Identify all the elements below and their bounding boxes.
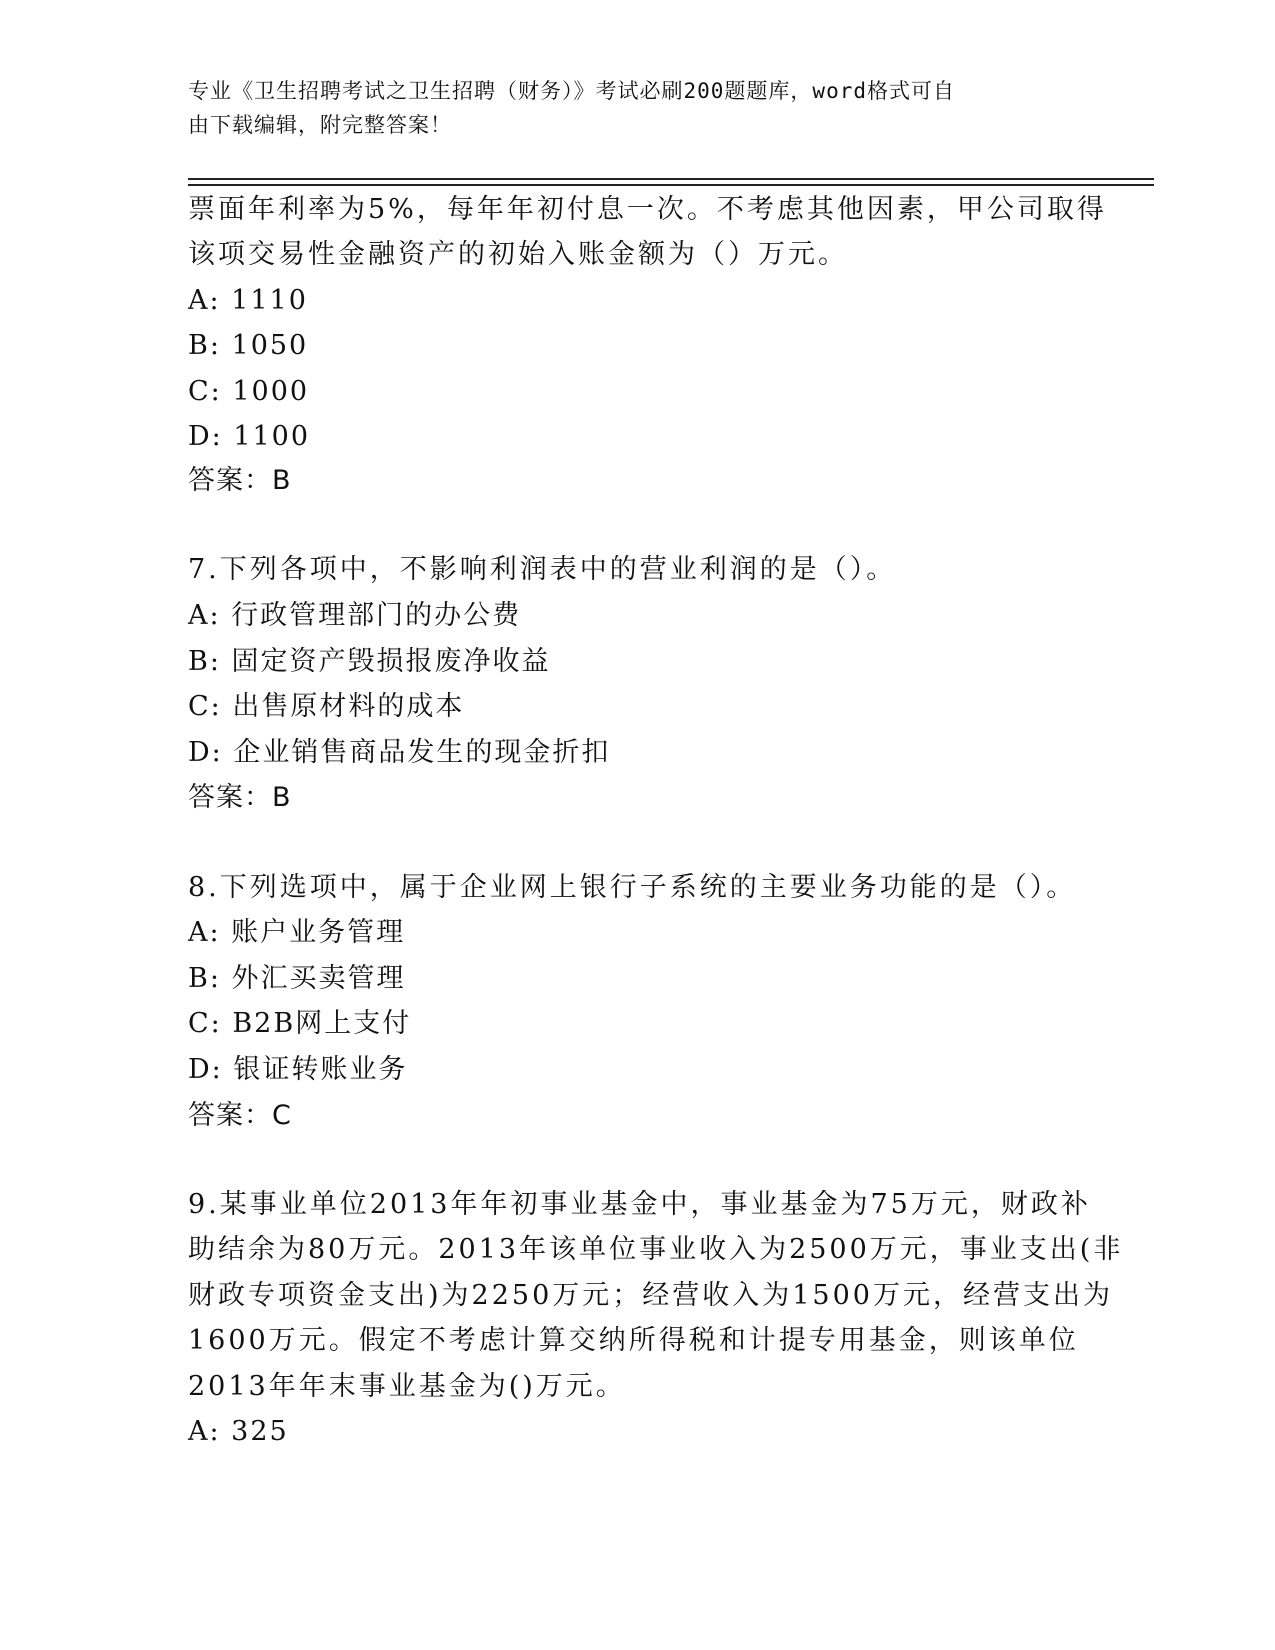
question-8-option-d: D: 银证转账业务 [188, 1054, 408, 1085]
question-7-stem: 7.下列各项中，不影响利润表中的营业利润的是（）。 [188, 554, 897, 585]
header-divider-top [188, 178, 1154, 180]
question-9-stem-line-3: 财政专项资金支出)为2250万元；经营收入为1500万元，经营支出为 [188, 1280, 1113, 1311]
question-8-option-a: A: 账户业务管理 [188, 917, 406, 948]
question-6-option-d: D: 1100 [188, 421, 311, 452]
question-9-stem-line-4: 1600万元。假定不考虑计算交纳所得税和计提专用基金，则该单位 [188, 1325, 1079, 1356]
header-line-1: 专业《卫生招聘考试之卫生招聘（财务）》考试必刷200题题库，word格式可自 [188, 79, 955, 103]
question-8-option-b: B: 外汇买卖管理 [188, 963, 406, 994]
question-9-option-a: A: 325 [188, 1416, 289, 1447]
question-8-answer: 答案：C [188, 1100, 292, 1131]
question-9-stem-line-5: 2013年年末事业基金为()万元。 [188, 1371, 626, 1402]
question-8-option-c: C: B2B网上支付 [188, 1008, 412, 1039]
question-9-stem-line-1: 9.某事业单位2013年年初事业基金中，事业基金为75万元，财政补 [188, 1189, 1091, 1220]
question-6-answer: 答案：B [188, 465, 292, 496]
question-6-stem-line-2: 该项交易性金融资产的初始入账金额为（）万元。 [188, 239, 848, 270]
question-6-option-a: A: 1110 [188, 285, 308, 316]
question-7-option-c: C: 出售原材料的成本 [188, 691, 465, 722]
question-7-answer: 答案：B [188, 782, 292, 813]
header-line-2: 由下载编辑，附完整答案！ [188, 113, 452, 137]
question-6-option-b: B: 1050 [188, 330, 309, 361]
question-7-option-a: A: 行政管理部门的办公费 [188, 600, 522, 631]
question-9-stem-line-2: 助结余为80万元。2013年该单位事业收入为2500万元，事业支出(非 [188, 1234, 1124, 1265]
header-divider-bottom [188, 184, 1154, 186]
question-7-option-b: B: 固定资产毁损报废净收益 [188, 646, 551, 677]
question-6-stem-line-1: 票面年利率为5%，每年年初付息一次。不考虑其他因素，甲公司取得 [188, 194, 1107, 225]
question-6-option-c: C: 1000 [188, 376, 310, 407]
question-8-stem: 8.下列选项中，属于企业网上银行子系统的主要业务功能的是（）。 [188, 872, 1077, 903]
document-header [188, 74, 1068, 142]
question-7-option-d: D: 企业销售商品发生的现金折扣 [188, 737, 611, 768]
